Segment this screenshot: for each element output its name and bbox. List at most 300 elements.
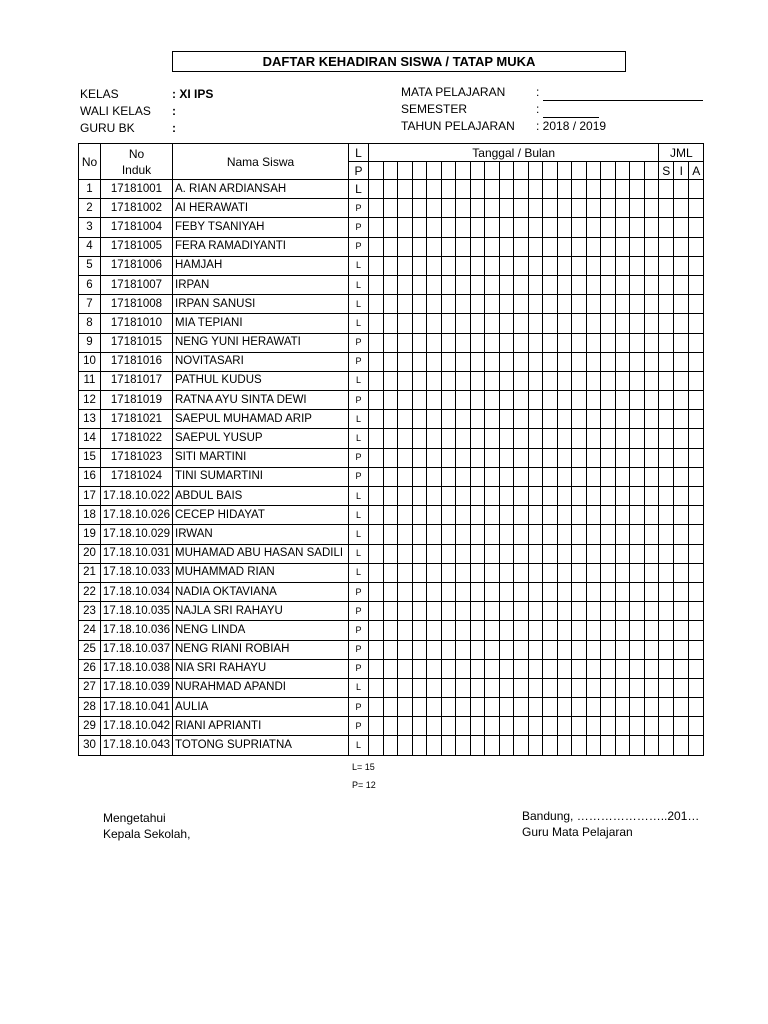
attendance-cell xyxy=(369,678,384,697)
attendance-cell xyxy=(470,736,485,755)
jml-i-cell xyxy=(674,582,689,601)
attendance-cell xyxy=(601,314,616,333)
student-no: 29 xyxy=(79,717,101,736)
jml-i-cell xyxy=(674,429,689,448)
attendance-cell xyxy=(369,563,384,582)
wali-kelas-value: : xyxy=(172,104,176,118)
attendance-cell xyxy=(456,275,471,294)
attendance-cell xyxy=(630,506,645,525)
student-no-induk: 17.18.10.043 xyxy=(101,736,173,755)
student-name: PATHUL KUDUS xyxy=(173,371,349,390)
jml-a-cell xyxy=(689,352,704,371)
student-no-induk: 17181010 xyxy=(101,314,173,333)
jml-s-cell xyxy=(659,563,674,582)
attendance-cell xyxy=(412,448,427,467)
attendance-cell xyxy=(456,506,471,525)
student-name: MUHAMMAD RIAN xyxy=(173,563,349,582)
attendance-cell xyxy=(543,333,558,352)
student-name: SAEPUL MUHAMAD ARIP xyxy=(173,410,349,429)
attendance-cell xyxy=(441,563,456,582)
attendance-cell xyxy=(557,314,572,333)
attendance-cell xyxy=(528,352,543,371)
attendance-cell xyxy=(369,525,384,544)
jml-s-cell xyxy=(659,295,674,314)
student-no-induk: 17181015 xyxy=(101,333,173,352)
attendance-cell xyxy=(441,525,456,544)
attendance-cell xyxy=(485,391,500,410)
attendance-cell xyxy=(615,544,630,563)
attendance-cell xyxy=(528,717,543,736)
attendance-cell xyxy=(427,275,442,294)
attendance-cell xyxy=(615,295,630,314)
attendance-cell xyxy=(514,199,529,218)
jml-i-cell xyxy=(674,371,689,390)
attendance-cell xyxy=(543,218,558,237)
jml-s-cell xyxy=(659,199,674,218)
attendance-cell xyxy=(630,180,645,199)
attendance-cell xyxy=(514,640,529,659)
attendance-cell xyxy=(470,563,485,582)
attendance-cell xyxy=(485,237,500,256)
attendance-cell xyxy=(398,717,413,736)
attendance-cell xyxy=(441,506,456,525)
jml-s-cell xyxy=(659,371,674,390)
attendance-cell xyxy=(514,237,529,256)
attendance-cell xyxy=(615,410,630,429)
attendance-cell xyxy=(470,371,485,390)
attendance-cell xyxy=(572,659,587,678)
attendance-cell xyxy=(456,391,471,410)
attendance-cell xyxy=(398,467,413,486)
attendance-cell xyxy=(470,487,485,506)
student-no-induk: 17181016 xyxy=(101,352,173,371)
attendance-cell xyxy=(615,429,630,448)
attendance-cell xyxy=(615,640,630,659)
student-no: 12 xyxy=(79,391,101,410)
attendance-cell xyxy=(615,698,630,717)
table-row xyxy=(79,717,704,736)
attendance-cell xyxy=(528,429,543,448)
student-no: 30 xyxy=(79,736,101,755)
attendance-cell xyxy=(644,467,659,486)
attendance-cell xyxy=(369,391,384,410)
attendance-cell xyxy=(615,736,630,755)
attendance-cell xyxy=(601,487,616,506)
attendance-cell xyxy=(456,429,471,448)
date-header-cell xyxy=(427,162,442,180)
attendance-cell xyxy=(601,602,616,621)
attendance-cell xyxy=(369,506,384,525)
date-header-cell xyxy=(369,162,384,180)
attendance-cell xyxy=(514,736,529,755)
jml-s-cell xyxy=(659,314,674,333)
attendance-cell xyxy=(470,199,485,218)
attendance-cell xyxy=(456,525,471,544)
attendance-cell xyxy=(485,640,500,659)
attendance-cell xyxy=(572,256,587,275)
student-no-induk: 17181017 xyxy=(101,371,173,390)
attendance-cell xyxy=(557,371,572,390)
attendance-cell xyxy=(383,199,398,218)
attendance-cell xyxy=(398,199,413,218)
header-tanggal-bulan: Tanggal / Bulan xyxy=(369,144,659,162)
student-gender: P xyxy=(349,640,369,659)
jml-i-cell xyxy=(674,506,689,525)
attendance-cell xyxy=(441,467,456,486)
student-no: 20 xyxy=(79,544,101,563)
header-no-induk-line2: Induk xyxy=(121,162,152,177)
attendance-cell xyxy=(412,544,427,563)
attendance-cell xyxy=(572,544,587,563)
date-header-cell xyxy=(470,162,485,180)
attendance-cell xyxy=(383,314,398,333)
student-name: AI HERAWATI xyxy=(173,199,349,218)
attendance-cell xyxy=(543,678,558,697)
student-gender: L xyxy=(349,736,369,755)
attendance-cell xyxy=(427,352,442,371)
attendance-cell xyxy=(514,563,529,582)
attendance-cell xyxy=(427,525,442,544)
attendance-cell xyxy=(644,295,659,314)
attendance-cell xyxy=(543,487,558,506)
header-nama-siswa: Nama Siswa xyxy=(173,144,349,180)
attendance-cell xyxy=(572,678,587,697)
attendance-cell xyxy=(630,256,645,275)
table-row xyxy=(79,698,704,717)
attendance-cell xyxy=(644,352,659,371)
attendance-cell xyxy=(369,275,384,294)
attendance-cell xyxy=(615,525,630,544)
jml-a-cell xyxy=(689,295,704,314)
attendance-cell xyxy=(470,640,485,659)
attendance-cell xyxy=(630,467,645,486)
student-gender: L xyxy=(349,371,369,390)
attendance-cell xyxy=(543,582,558,601)
attendance-cell xyxy=(369,429,384,448)
jml-a-cell xyxy=(689,314,704,333)
jml-s-cell xyxy=(659,333,674,352)
attendance-cell xyxy=(412,180,427,199)
attendance-cell xyxy=(543,736,558,755)
jml-a-cell xyxy=(689,333,704,352)
attendance-cell xyxy=(383,640,398,659)
student-gender: L xyxy=(349,487,369,506)
attendance-cell xyxy=(557,563,572,582)
attendance-cell xyxy=(499,640,514,659)
table-row xyxy=(79,391,704,410)
mapel-blank-line xyxy=(543,89,703,101)
attendance-cell xyxy=(499,487,514,506)
attendance-cell xyxy=(528,659,543,678)
jml-a-cell xyxy=(689,391,704,410)
attendance-cell xyxy=(412,582,427,601)
attendance-cell xyxy=(514,582,529,601)
attendance-cell xyxy=(485,544,500,563)
attendance-cell xyxy=(630,563,645,582)
attendance-cell xyxy=(441,659,456,678)
attendance-cell xyxy=(499,659,514,678)
attendance-cell xyxy=(543,698,558,717)
attendance-cell xyxy=(412,275,427,294)
attendance-cell xyxy=(514,487,529,506)
attendance-cell xyxy=(514,256,529,275)
semester-blank-line xyxy=(543,106,599,118)
attendance-cell xyxy=(630,314,645,333)
attendance-cell xyxy=(485,410,500,429)
attendance-cell xyxy=(456,640,471,659)
attendance-cell xyxy=(412,487,427,506)
jml-s-cell xyxy=(659,582,674,601)
jml-i-cell xyxy=(674,295,689,314)
date-header-cell xyxy=(514,162,529,180)
attendance-cell xyxy=(615,275,630,294)
student-no-induk: 17.18.10.037 xyxy=(101,640,173,659)
student-gender: L xyxy=(349,429,369,448)
attendance-cell xyxy=(615,717,630,736)
attendance-cell xyxy=(398,429,413,448)
jml-s-cell xyxy=(659,391,674,410)
student-gender: P xyxy=(349,237,369,256)
attendance-cell xyxy=(557,678,572,697)
attendance-cell xyxy=(427,467,442,486)
jml-a-cell xyxy=(689,506,704,525)
student-no: 24 xyxy=(79,621,101,640)
attendance-cell xyxy=(369,582,384,601)
attendance-cell xyxy=(470,237,485,256)
total-l: L= 15 xyxy=(352,762,375,772)
attendance-cell xyxy=(470,275,485,294)
attendance-cell xyxy=(412,467,427,486)
student-no-induk: 17181005 xyxy=(101,237,173,256)
attendance-cell xyxy=(572,199,587,218)
attendance-cell xyxy=(514,371,529,390)
student-name: FERA RAMADIYANTI xyxy=(173,237,349,256)
attendance-cell xyxy=(485,602,500,621)
attendance-cell xyxy=(601,506,616,525)
attendance-cell xyxy=(601,295,616,314)
attendance-cell xyxy=(398,180,413,199)
attendance-cell xyxy=(644,698,659,717)
attendance-cell xyxy=(528,563,543,582)
attendance-cell xyxy=(514,602,529,621)
attendance-cell xyxy=(383,736,398,755)
attendance-cell xyxy=(456,352,471,371)
student-no: 23 xyxy=(79,602,101,621)
jml-s-cell xyxy=(659,429,674,448)
student-name: AULIA xyxy=(173,698,349,717)
attendance-cell xyxy=(514,333,529,352)
jml-a-cell xyxy=(689,371,704,390)
jml-a-cell xyxy=(689,640,704,659)
student-no-induk: 17181024 xyxy=(101,467,173,486)
attendance-cell xyxy=(572,582,587,601)
attendance-cell xyxy=(586,410,601,429)
attendance-cell xyxy=(528,525,543,544)
attendance-cell xyxy=(630,602,645,621)
attendance-cell xyxy=(499,371,514,390)
student-no-induk: 17181023 xyxy=(101,448,173,467)
table-row xyxy=(79,678,704,697)
attendance-cell xyxy=(456,410,471,429)
attendance-cell xyxy=(644,640,659,659)
header-no-induk xyxy=(101,144,173,180)
page-title: DAFTAR KEHADIRAN SISWA / TATAP MUKA xyxy=(172,51,626,72)
attendance-cell xyxy=(485,333,500,352)
attendance-cell xyxy=(644,582,659,601)
attendance-cell xyxy=(485,180,500,199)
jml-i-cell xyxy=(674,180,689,199)
attendance-cell xyxy=(528,736,543,755)
attendance-cell xyxy=(398,506,413,525)
student-no: 8 xyxy=(79,314,101,333)
jml-a-cell xyxy=(689,467,704,486)
attendance-cell xyxy=(427,448,442,467)
attendance-cell xyxy=(615,467,630,486)
attendance-cell xyxy=(456,467,471,486)
attendance-cell xyxy=(427,333,442,352)
attendance-cell xyxy=(427,199,442,218)
attendance-cell xyxy=(383,448,398,467)
student-no-induk: 17181004 xyxy=(101,218,173,237)
table-row xyxy=(79,333,704,352)
attendance-cell xyxy=(470,467,485,486)
attendance-cell xyxy=(514,506,529,525)
attendance-cell xyxy=(630,371,645,390)
attendance-cell xyxy=(514,275,529,294)
attendance-cell xyxy=(586,717,601,736)
attendance-cell xyxy=(630,487,645,506)
attendance-cell xyxy=(369,314,384,333)
attendance-cell xyxy=(485,717,500,736)
tahun-value: : 2018 / 2019 xyxy=(536,119,607,133)
attendance-cell xyxy=(528,506,543,525)
attendance-cell xyxy=(499,506,514,525)
attendance-cell xyxy=(398,391,413,410)
attendance-cell xyxy=(456,659,471,678)
attendance-cell xyxy=(557,429,572,448)
attendance-cell xyxy=(572,467,587,486)
attendance-cell xyxy=(470,448,485,467)
attendance-cell xyxy=(369,295,384,314)
attendance-cell xyxy=(586,582,601,601)
attendance-cell xyxy=(427,314,442,333)
attendance-cell xyxy=(485,621,500,640)
jml-a-cell xyxy=(689,487,704,506)
attendance-cell xyxy=(586,467,601,486)
attendance-cell xyxy=(644,717,659,736)
attendance-cell xyxy=(601,544,616,563)
attendance-cell xyxy=(572,333,587,352)
attendance-cell xyxy=(586,678,601,697)
jml-i-cell xyxy=(674,199,689,218)
attendance-cell xyxy=(427,544,442,563)
attendance-cell xyxy=(499,333,514,352)
attendance-cell xyxy=(398,275,413,294)
table-row xyxy=(79,371,704,390)
attendance-cell xyxy=(572,391,587,410)
student-no-induk: 17.18.10.022 xyxy=(101,487,173,506)
jml-s-cell xyxy=(659,525,674,544)
kelas-row xyxy=(80,86,213,103)
student-name: RATNA AYU SINTA DEWI xyxy=(173,391,349,410)
student-gender: P xyxy=(349,352,369,371)
attendance-cell xyxy=(470,391,485,410)
attendance-cell xyxy=(485,582,500,601)
attendance-cell xyxy=(586,429,601,448)
attendance-cell xyxy=(485,467,500,486)
attendance-cell xyxy=(485,352,500,371)
student-no-induk: 17181019 xyxy=(101,391,173,410)
attendance-cell xyxy=(427,180,442,199)
attendance-cell xyxy=(485,525,500,544)
table-row xyxy=(79,218,704,237)
attendance-cell xyxy=(572,429,587,448)
date-header-cell xyxy=(586,162,601,180)
attendance-cell xyxy=(398,698,413,717)
attendance-cell xyxy=(528,602,543,621)
attendance-cell xyxy=(630,640,645,659)
table-row xyxy=(79,199,704,218)
attendance-cell xyxy=(441,352,456,371)
student-no-induk: 17181007 xyxy=(101,275,173,294)
attendance-cell xyxy=(441,180,456,199)
attendance-cell xyxy=(644,237,659,256)
student-name: NADIA OKTAVIANA xyxy=(173,582,349,601)
date-header-cell xyxy=(485,162,500,180)
attendance-cell xyxy=(369,237,384,256)
attendance-cell xyxy=(456,621,471,640)
jml-i-cell xyxy=(674,352,689,371)
student-name: NENG LINDA xyxy=(173,621,349,640)
attendance-cell xyxy=(528,237,543,256)
jml-s-cell xyxy=(659,410,674,429)
attendance-cell xyxy=(572,352,587,371)
jml-a-cell xyxy=(689,621,704,640)
date-header-cell xyxy=(456,162,471,180)
header-jml-a: A xyxy=(689,162,704,180)
attendance-cell xyxy=(369,621,384,640)
jml-i-cell xyxy=(674,448,689,467)
attendance-cell xyxy=(398,563,413,582)
attendance-cell xyxy=(543,314,558,333)
attendance-cell xyxy=(383,391,398,410)
header-p: P xyxy=(349,162,369,180)
attendance-cell xyxy=(427,736,442,755)
attendance-cell xyxy=(514,218,529,237)
attendance-cell xyxy=(528,410,543,429)
student-no-induk: 17181002 xyxy=(101,199,173,218)
attendance-cell xyxy=(601,678,616,697)
guru-mapel-text: Guru Mata Pelajaran xyxy=(522,825,633,839)
attendance-cell xyxy=(441,199,456,218)
student-no: 27 xyxy=(79,678,101,697)
jml-a-cell xyxy=(689,429,704,448)
attendance-cell xyxy=(398,621,413,640)
attendance-cell xyxy=(441,487,456,506)
attendance-cell xyxy=(557,199,572,218)
attendance-cell xyxy=(369,544,384,563)
student-name: MIA TEPIANI xyxy=(173,314,349,333)
attendance-cell xyxy=(514,678,529,697)
attendance-cell xyxy=(615,314,630,333)
attendance-cell xyxy=(499,314,514,333)
attendance-cell xyxy=(601,237,616,256)
attendance-cell xyxy=(630,352,645,371)
attendance-cell xyxy=(572,314,587,333)
student-no-induk: 17.18.10.036 xyxy=(101,621,173,640)
jml-a-cell xyxy=(689,563,704,582)
attendance-cell xyxy=(441,544,456,563)
